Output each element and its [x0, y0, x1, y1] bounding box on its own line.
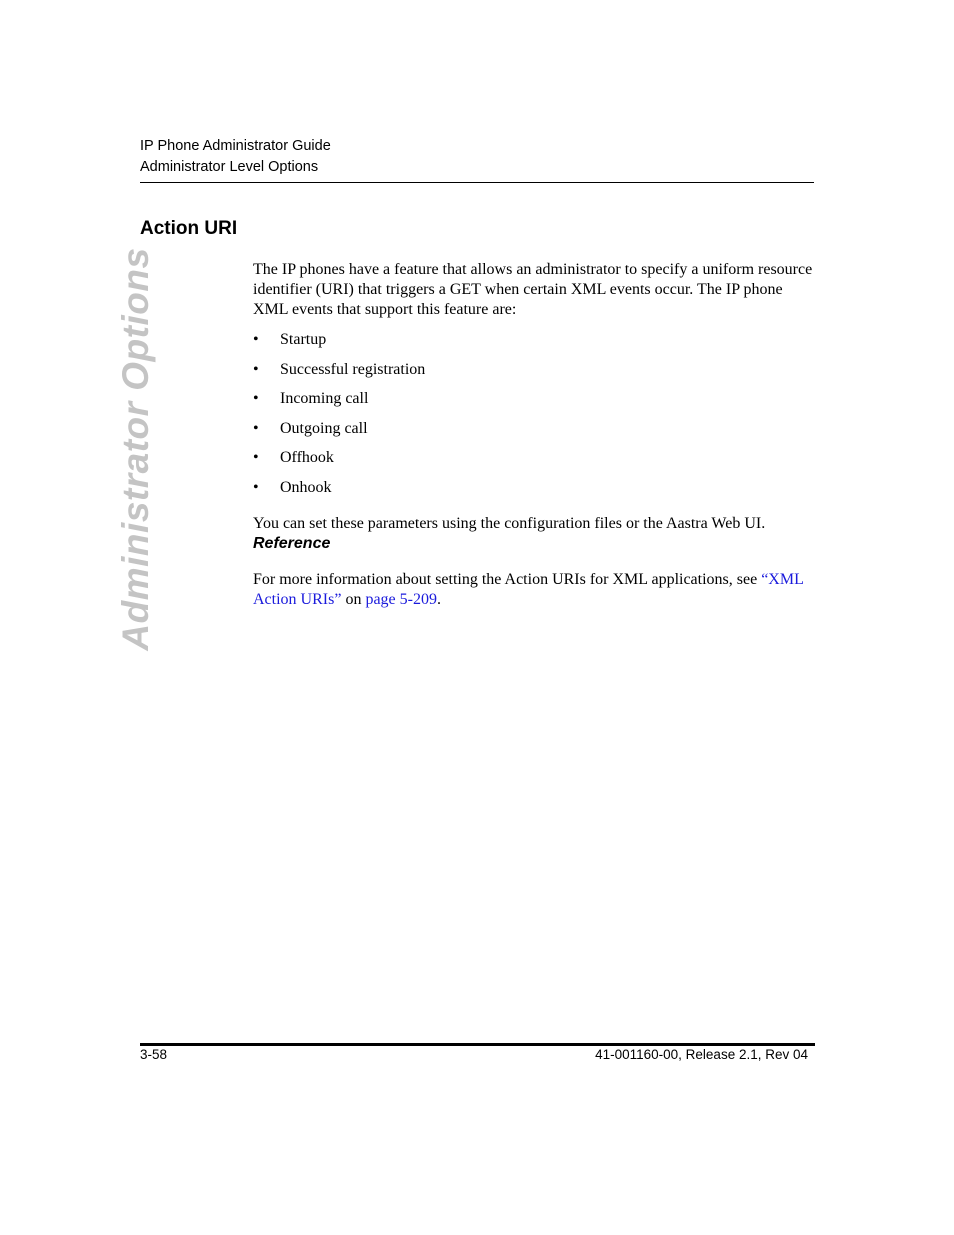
reference-text: For more information about setting the Action URIs for XML applications, see [253, 570, 758, 588]
bullet-icon: • [253, 360, 259, 378]
intro-paragraph: The IP phones have a feature that allows an administrator to specify a uniform resource identifier (URI) that triggers a GET when certain XML events occur. The IP phone XML events that support this feature are: [253, 261, 813, 318]
page-link[interactable]: page 5-209 [365, 590, 437, 608]
bullet-icon: • [253, 331, 259, 348]
side-chapter-title: Administrator Options [115, 247, 156, 651]
chapter-title: Administrator Level Options [140, 159, 319, 175]
list-item: • Outgoing call [253, 419, 368, 437]
list-item: • Onhook [253, 478, 332, 496]
guide-title: IP Phone Administrator Guide [140, 138, 331, 154]
reference-period: . [436, 590, 441, 608]
bullet-icon: • [253, 390, 259, 408]
reference-paragraph [253, 570, 818, 610]
bullet-icon: • [253, 478, 259, 496]
section-body [253, 260, 818, 610]
bullet-icon: • [253, 449, 259, 467]
list-item: • Successful registration [253, 360, 426, 378]
header-divider [140, 182, 814, 183]
running-header [140, 136, 331, 178]
xml-action-uris-link[interactable]: “XML Action URIs” [253, 570, 804, 608]
list-item: • Offhook [253, 449, 334, 467]
list-item: • Startup [253, 331, 327, 348]
document-id: 41-001160-00, Release 2.1, Rev 04 [595, 1047, 808, 1062]
reference-heading: Reference [253, 534, 331, 552]
bullet-icon: • [253, 419, 259, 437]
event-list [253, 330, 818, 508]
closing-paragraph: You can set these parameters using the configuration files or the Aastra Web UI. [253, 514, 766, 532]
reference-on-text: on [345, 590, 362, 608]
section-title: Action URI [140, 218, 238, 239]
footer-divider [140, 1043, 815, 1046]
list-item: • Incoming call [253, 390, 369, 408]
page-number: 3-58 [140, 1047, 168, 1062]
